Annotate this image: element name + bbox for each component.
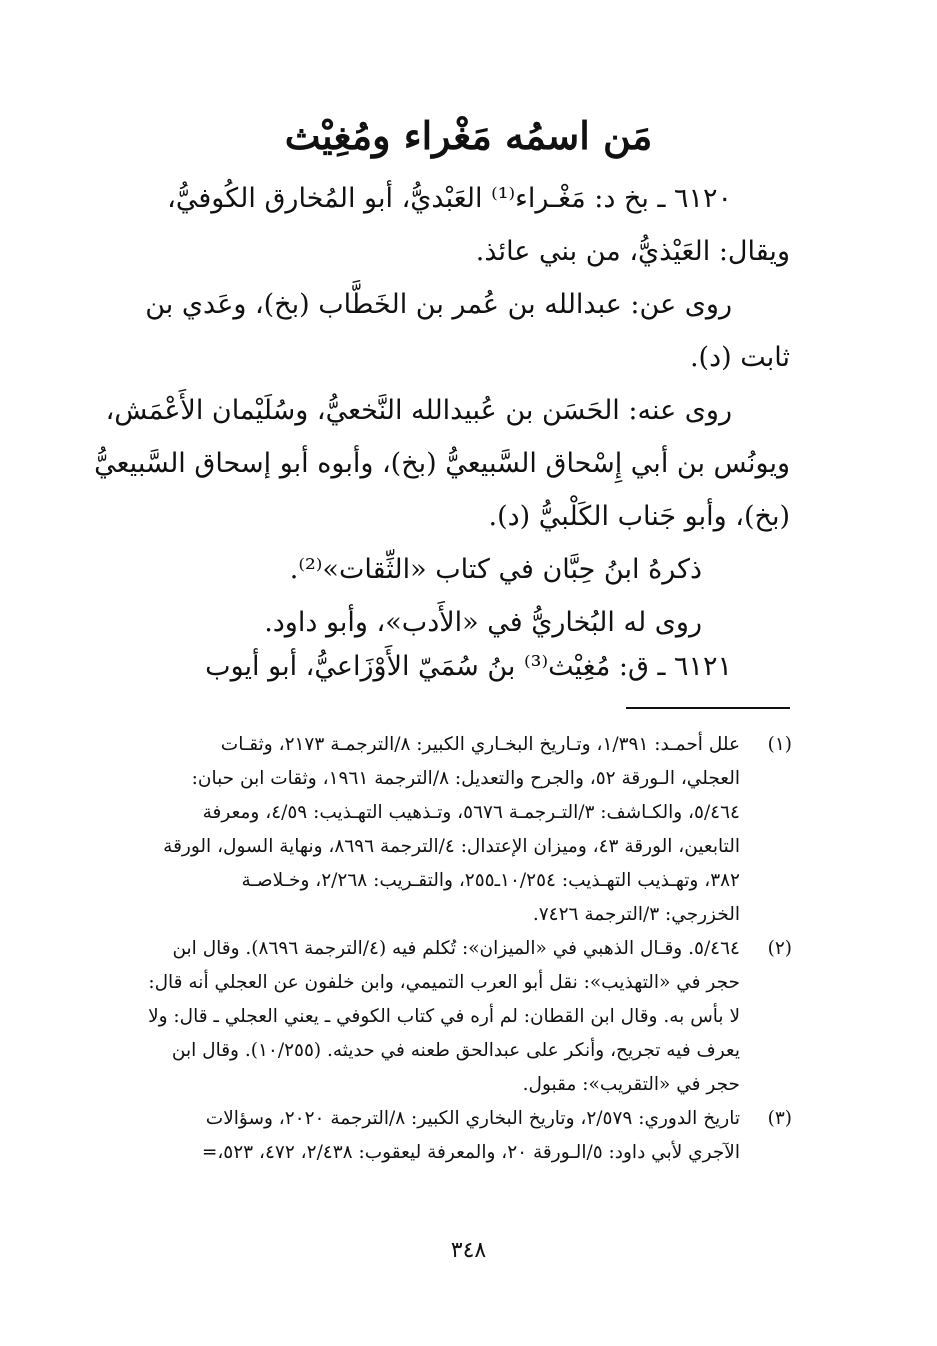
footnote-text	[92, 932, 740, 1102]
footnote-line: يعرف فيه تجريح، وأنكر على عبدالحق طعنه في حديثه. (١٠/٢٥٥). وقال ابن	[171, 1040, 740, 1061]
footnote-text	[92, 728, 740, 932]
footnote-line: الآجري لأبي داود: ٥/الـورقة ٢٠، والمعرفة ليعقوب: ٢/٤٣٨، ٤٧٢، ٥٢٣،=	[201, 1142, 740, 1163]
entry-line: ٦١٢٠ ـ بخ د: مَغْـراء⁽¹⁾ العَبْديُّ، أبو المُخارق الكُوفيُّ،	[167, 183, 732, 214]
entry-line: روى عنه: الحَسَن بن عُبيدالله النَّخعيُّ، وسُلَيْمان الأَعْمَش،	[105, 395, 732, 426]
footnote-line: ٥/٤٦٤، والكـاشف: ٣/التـرجمـة ٥٦٧٦، وتـذهيب التهـذيب: ٤/٥٩، ومعرفة	[202, 802, 740, 823]
entry-line: (بخ)، وأبو جَناب الكَلْبيُّ (د).	[488, 501, 790, 532]
footnote-line: ٣٨٢، وتهـذيب التهـذيب: ١٠/٢٥٤ـ٢٥٥، والتقـريب: ٢/٢٦٨، وخـلاصـة	[241, 870, 740, 891]
footnote-2	[92, 932, 792, 1102]
entry-6121	[88, 640, 790, 693]
footnote-line: العجلي، الـورقة ٥٢، والجرح والتعديل: ٨/الترجمة ١٩٦١، وثقات ابن حبان:	[191, 768, 740, 789]
footnote-line: الخزرجي: ٣/الترجمة ٧٤٢٦.	[532, 904, 740, 925]
footnote-line: ٥/٤٦٤. وقـال الذهبي في «الميزان»: تُكلم فيه (٤/الترجمة ٨٦٩٦). وقال ابن	[172, 938, 740, 959]
section-heading: مَن اسمُه مَغْراء ومُغِيْث	[284, 113, 653, 158]
footnote-1	[92, 728, 792, 932]
footnote-number: (٣)	[767, 1108, 792, 1129]
entry-line: ٦١٢١ ـ ق: مُغِيْث⁽³⁾ بنُ سُمَيّ الأَوْزَاعيُّ، أبو أيوب	[205, 651, 732, 682]
footnote-line: حجر في «التقريب»: مقبول.	[522, 1074, 740, 1095]
page-number: ٣٤٨	[450, 1238, 487, 1263]
footnote-separator	[626, 707, 790, 709]
footnote-line: علل أحمـد: ١/٣٩١، وتـاريخ البخـاري الكبير: ٨/الترجمـة ٢١٧٣، وثقـات	[220, 734, 740, 755]
footnote-line: لا بأس به. وقال ابن القطان: لم أره في كتاب الكوفي ـ يعني العجلي ـ قال: ولا	[148, 1006, 740, 1027]
footnote-text	[92, 1102, 740, 1170]
entry-line: روى عن: عبدالله بن عُمر بن الخَطَّاب (بخ)، وعَدي بن	[145, 289, 732, 320]
entry-line: ثابت (د).	[689, 342, 790, 373]
footnote-3	[92, 1102, 792, 1170]
footnote-line: حجر في «التهذيب»: نقل أبو العرب التميمي، وابن خلفون عن العجلي أنه قال:	[148, 972, 740, 993]
entry-line: روى له البُخاريُّ في «الأَدب»، وأبو داود.	[264, 607, 702, 638]
entry-line: ويقال: العَيْذيُّ، من بني عائذ.	[475, 236, 790, 267]
footnote-number: (١)	[767, 734, 792, 755]
footnote-number: (٢)	[767, 938, 792, 959]
footnote-line: التابعين، الورقة ٤٣، وميزان الإعتدال: ٤/الترجمة ٨٦٩٦، ونهاية السول، الورقة	[163, 836, 740, 857]
entry-line: ذكرهُ ابنُ حِبَّان في كتاب «الثِّقات»⁽²⁾.	[289, 554, 702, 585]
entry-line: ويونُس بن أبي إِسْحاق السَّبيعيُّ (بخ)، وأبوه أبو إسحاق السَّبيعيُّ	[94, 448, 790, 479]
entry-6120	[88, 172, 790, 649]
footnote-line: تاريخ الدوري: ٢/٥٧٩، وتاريخ البخاري الكبير: ٨/الترجمة ٢٠٢٠، وسؤالات	[205, 1108, 740, 1129]
footnotes	[92, 728, 792, 1170]
